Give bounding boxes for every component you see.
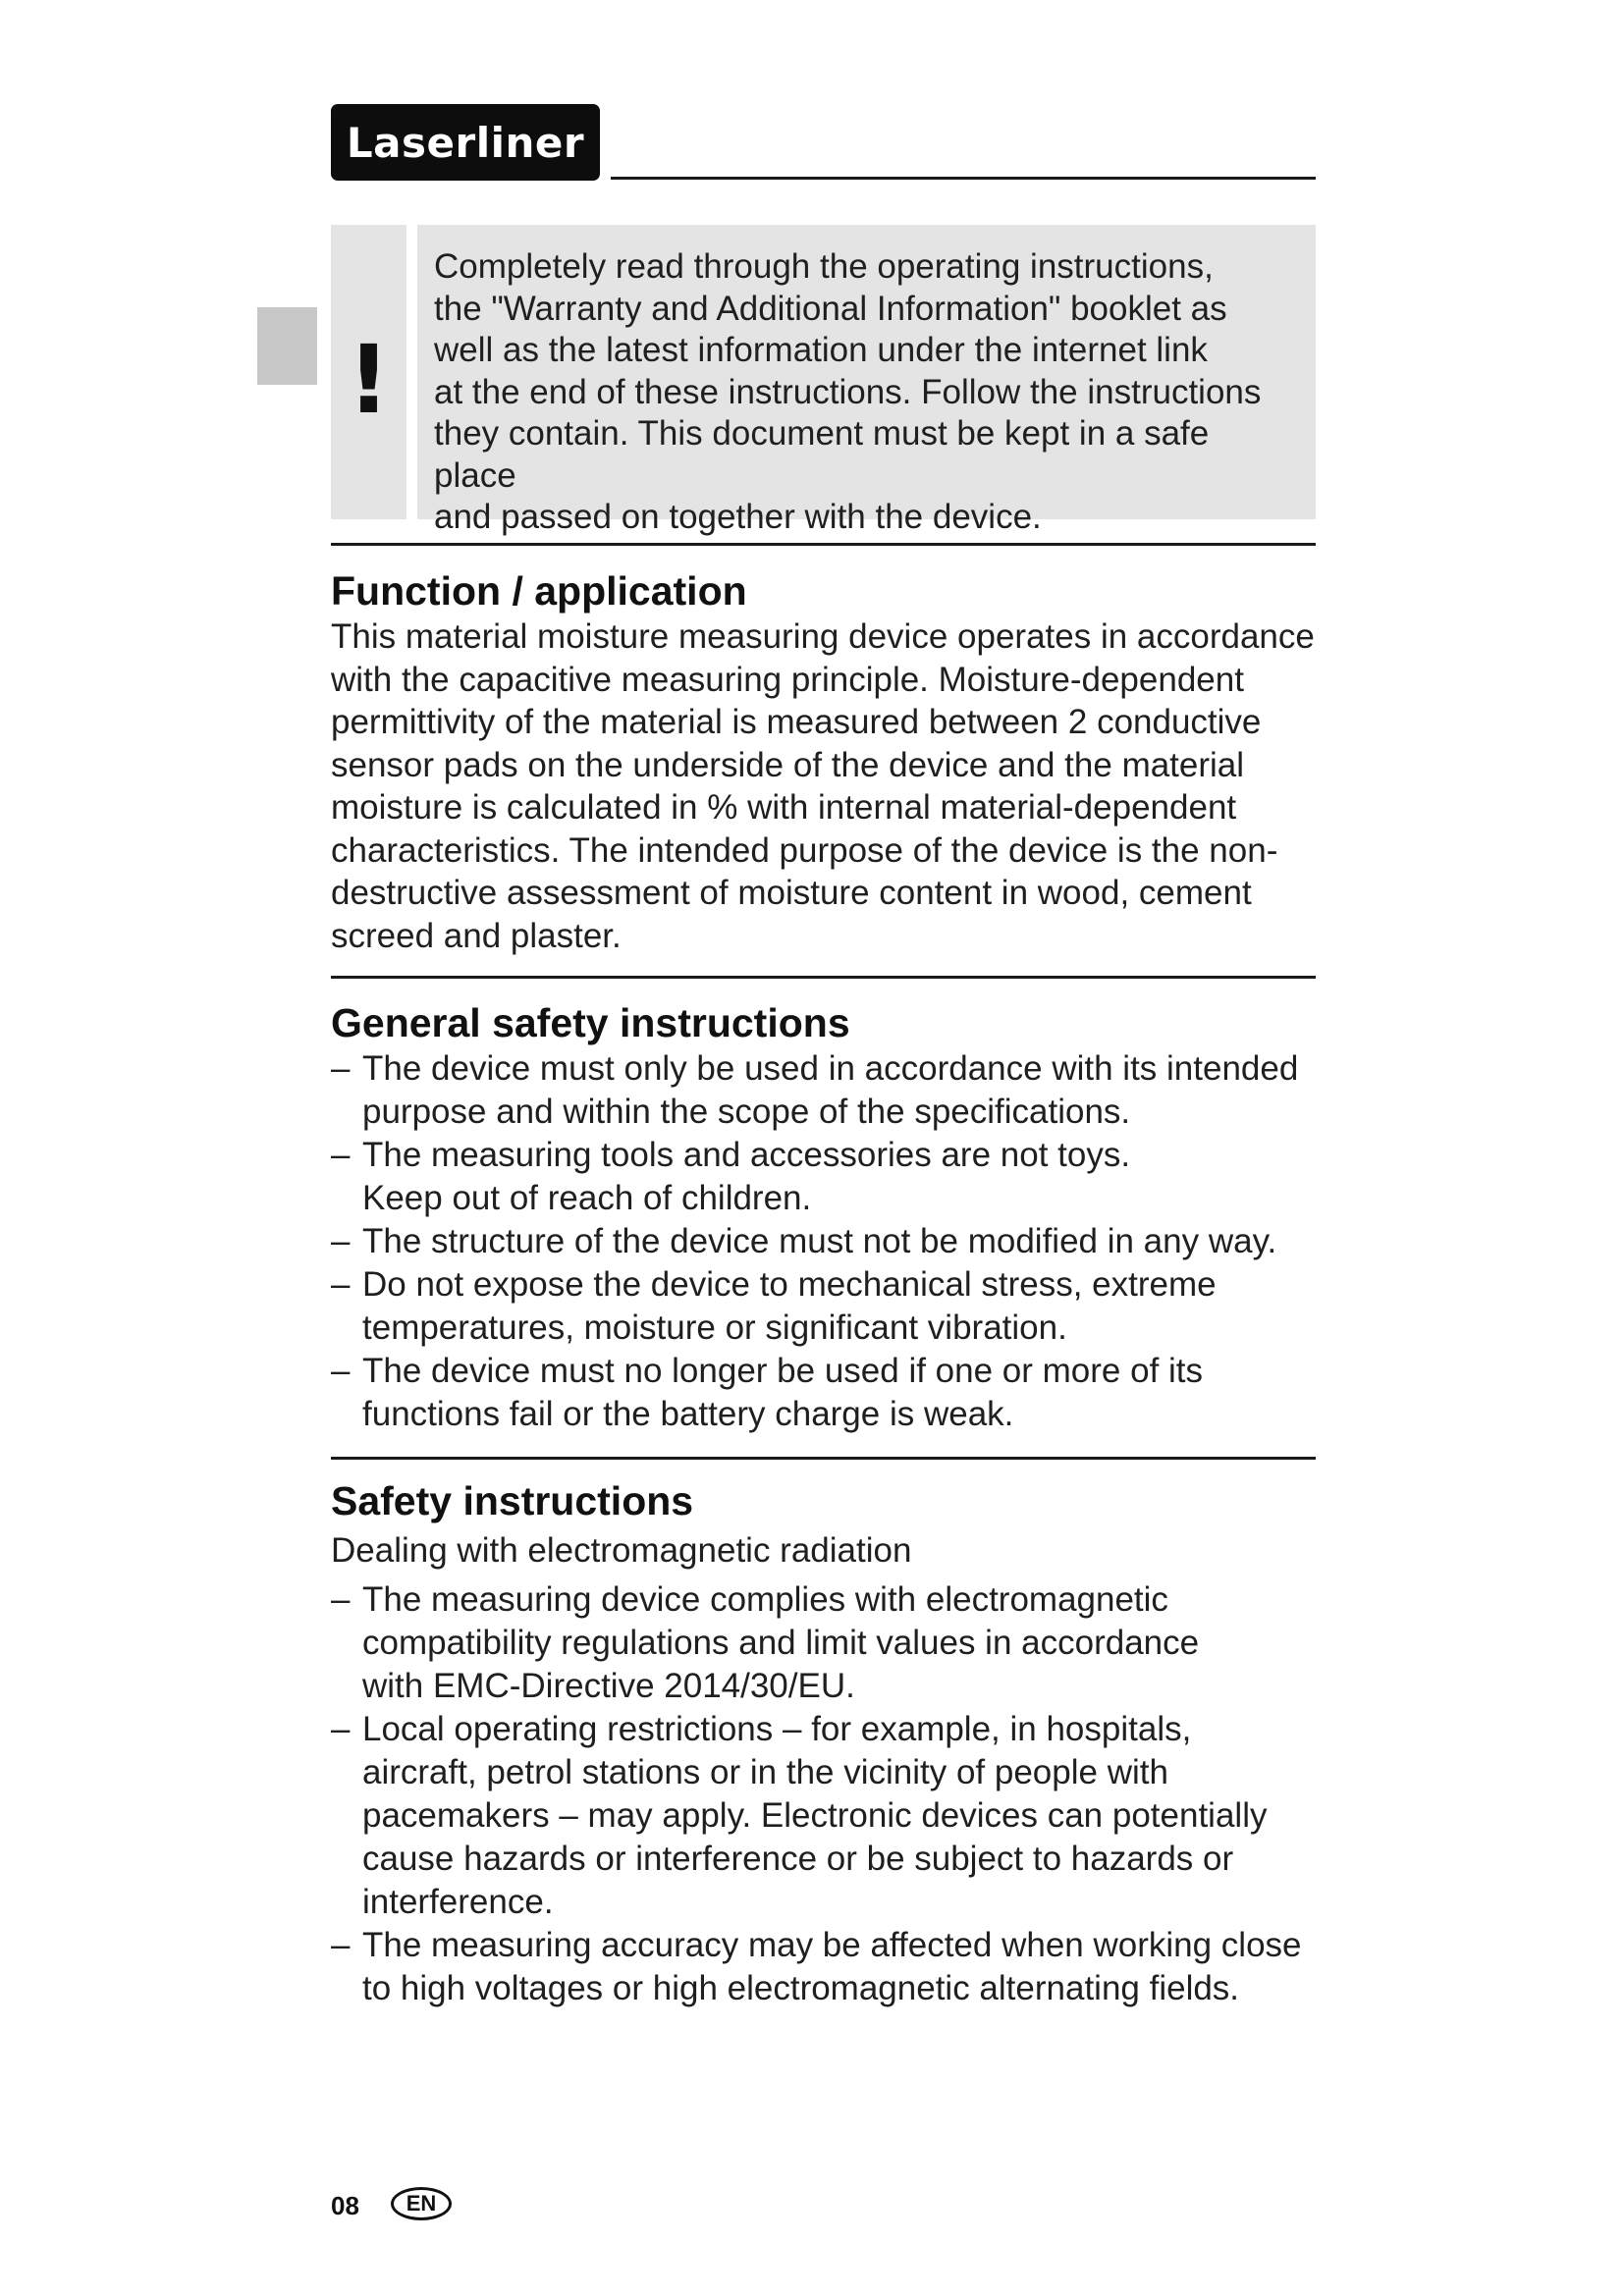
notice-line: the "Warranty and Additional Information" booklet as	[434, 289, 1227, 328]
safety-section	[331, 1476, 1323, 2010]
function-line: permittivity of the material is measured between 2 conductive	[331, 703, 1262, 741]
general-safety-heading: General safety instructions	[331, 1000, 850, 1045]
list-item: – The measuring accuracy may be affected when working close to high voltages or high electromagnetic alternating fields.	[331, 1925, 1302, 2007]
header-rule	[611, 177, 1316, 180]
function-line: sensor pads on the underside of the device and the material	[331, 745, 1245, 784]
section-divider	[331, 1457, 1316, 1460]
general-safety-section	[331, 998, 1323, 1436]
list-item: – The structure of the device must not be modified in any way.	[331, 1220, 1323, 1263]
notice-line: they contain. This document must be kept in a safe place	[434, 414, 1210, 495]
function-line: characteristics. The intended purpose of the device is the non-	[331, 830, 1278, 870]
section-divider	[331, 543, 1316, 546]
dash-marker: –	[331, 1709, 351, 1748]
general-safety-list	[331, 1047, 1323, 1436]
page-number: 08	[331, 2191, 359, 2220]
function-line: with the capacitive measuring principle. Moisture-dependent	[331, 660, 1244, 699]
list-item: – Local operating restrictions – for example, in hospitals, aircraft, petrol stations or in the vicinity of people with pacemakers – may apply. Electronic devices can potentially cause hazards or interference or be subject to hazards or interference.	[331, 1709, 1268, 1921]
safety-list	[331, 1578, 1323, 2010]
function-line: destructive assessment of moisture content in wood, cement	[331, 874, 1252, 912]
dash-marker: –	[331, 1265, 351, 1304]
function-heading: Function / application	[331, 568, 747, 614]
exclamation-icon: !	[347, 325, 391, 435]
list-item: – The device must only be used in accordance with its intended purpose and within the scope of the specifications.	[331, 1049, 1299, 1131]
notice-box	[417, 225, 1316, 536]
brand-name: Laserliner	[346, 118, 585, 167]
side-tab-marker	[257, 307, 317, 385]
function-line: This material moisture measuring device operates in accordance	[331, 617, 1315, 656]
safety-subheading: Dealing with electromagnetic radiation	[331, 1531, 912, 1570]
function-line: moisture is calculated in % with internal material-dependent	[331, 788, 1237, 827]
notice-icon-panel	[331, 225, 406, 519]
list-item: – The measuring tools and accessories are not toys. Keep out of reach of children.	[331, 1136, 1131, 1217]
dash-marker: –	[331, 1925, 351, 1964]
list-item: – Do not expose the device to mechanical stress, extreme temperatures, moisture or significant vibration.	[331, 1265, 1217, 1347]
list-item: – The measuring device complies with electromagnetic compatibility regulations and limit values in accordance with EMC-Directive 2014/30/EU.	[331, 1579, 1200, 1705]
dash-marker: –	[331, 1222, 351, 1260]
language-badge: EN	[391, 2187, 452, 2220]
notice-line: at the end of these instructions. Follow the instructions	[434, 372, 1262, 411]
brand-logo	[331, 104, 600, 181]
dash-marker: –	[331, 1136, 351, 1174]
dash-marker: –	[331, 1049, 351, 1088]
notice-line: Completely read through the operating instructions,	[434, 247, 1214, 286]
function-section	[331, 566, 1323, 957]
section-divider	[331, 976, 1316, 979]
function-line: screed and plaster.	[331, 916, 622, 955]
list-item: – The device must no longer be used if one or more of its functions fail or the battery charge is weak.	[331, 1352, 1204, 1433]
dash-marker: –	[331, 1352, 351, 1390]
notice-line: and passed on together with the device.	[434, 498, 1042, 536]
safety-heading: Safety instructions	[331, 1478, 694, 1523]
notice-line: well as the latest information under the internet link	[434, 331, 1208, 369]
dash-marker: –	[331, 1579, 351, 1619]
